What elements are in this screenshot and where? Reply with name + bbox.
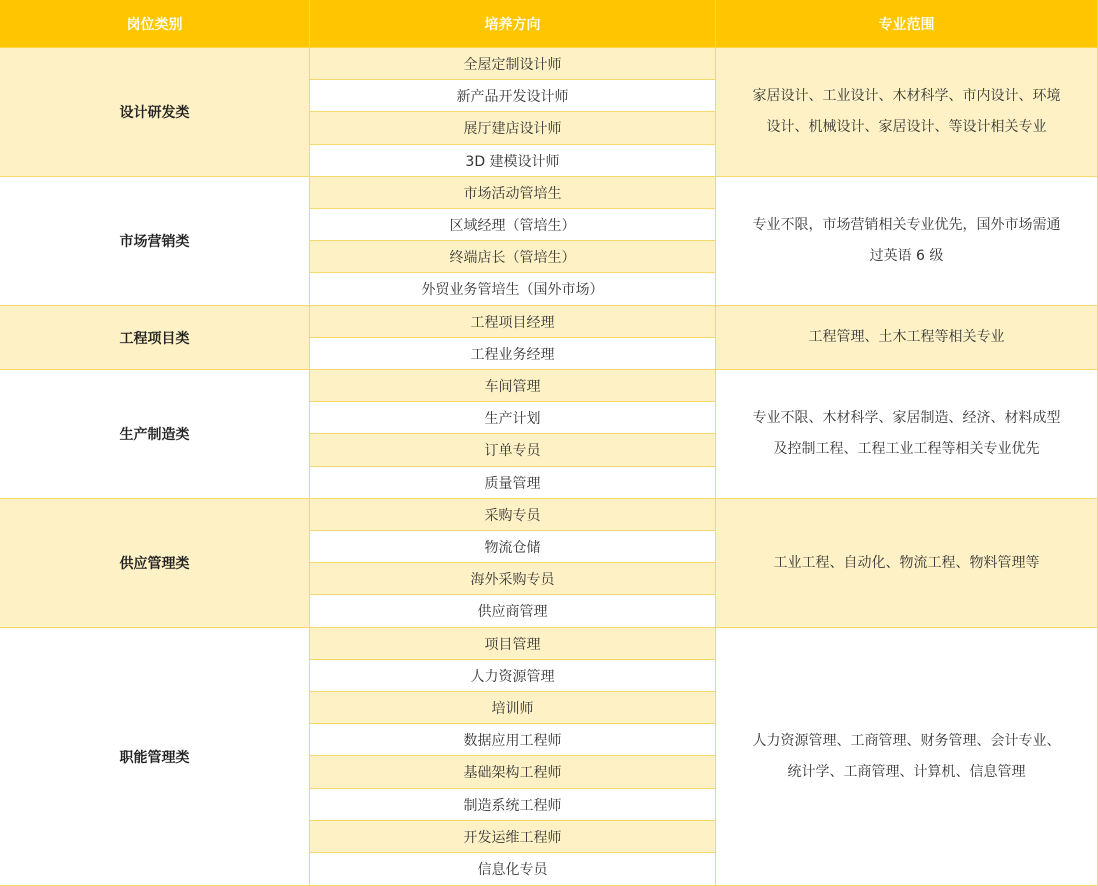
direction-cell: 终端店长（管培生） bbox=[310, 241, 716, 273]
direction-cell: 信息化专员 bbox=[310, 853, 716, 886]
direction-cell: 生产计划 bbox=[310, 402, 716, 434]
direction-cell: 全屋定制设计师 bbox=[310, 48, 716, 80]
header-category: 岗位类别 bbox=[0, 0, 310, 48]
header-majors: 专业范围 bbox=[716, 0, 1098, 48]
direction-cell: 制造系统工程师 bbox=[310, 789, 716, 821]
majors-cell: 工业工程、自动化、物流工程、物料管理等 bbox=[716, 499, 1098, 628]
direction-cell: 外贸业务管培生（国外市场） bbox=[310, 273, 716, 306]
direction-cell: 项目管理 bbox=[310, 628, 716, 660]
category-cell: 市场营销类 bbox=[0, 177, 310, 306]
direction-cell: 培训师 bbox=[310, 692, 716, 724]
majors-cell: 工程管理、土木工程等相关专业 bbox=[716, 306, 1098, 370]
direction-cell: 区域经理（管培生） bbox=[310, 209, 716, 241]
direction-cell: 质量管理 bbox=[310, 467, 716, 499]
direction-cell: 展厅建店设计师 bbox=[310, 112, 716, 145]
direction-cell: 海外采购专员 bbox=[310, 563, 716, 595]
direction-cell: 供应商管理 bbox=[310, 595, 716, 628]
majors-cell: 人力资源管理、工商管理、财务管理、会计专业、统计学、工商管理、计算机、信息管理 bbox=[716, 628, 1098, 886]
direction-cell: 新产品开发设计师 bbox=[310, 80, 716, 112]
category-cell: 供应管理类 bbox=[0, 499, 310, 628]
majors-cell: 专业不限，市场营销相关专业优先，国外市场需通过英语 6 级 bbox=[716, 177, 1098, 306]
header-direction: 培养方向 bbox=[310, 0, 716, 48]
direction-cell: 物流仓储 bbox=[310, 531, 716, 563]
direction-cell: 3D 建模设计师 bbox=[310, 145, 716, 177]
direction-cell: 基础架构工程师 bbox=[310, 756, 716, 789]
direction-cell: 人力资源管理 bbox=[310, 660, 716, 692]
direction-cell: 订单专员 bbox=[310, 434, 716, 467]
majors-cell: 家居设计、工业设计、木材科学、市内设计、环境设计、机械设计、家居设计、等设计相关专业 bbox=[716, 48, 1098, 177]
category-cell: 设计研发类 bbox=[0, 48, 310, 177]
category-cell: 职能管理类 bbox=[0, 628, 310, 886]
category-cell: 工程项目类 bbox=[0, 306, 310, 370]
direction-cell: 工程项目经理 bbox=[310, 306, 716, 338]
direction-cell: 开发运维工程师 bbox=[310, 821, 716, 853]
category-cell: 生产制造类 bbox=[0, 370, 310, 499]
direction-cell: 市场活动管培生 bbox=[310, 177, 716, 209]
direction-cell: 采购专员 bbox=[310, 499, 716, 531]
direction-cell: 数据应用工程师 bbox=[310, 724, 716, 756]
direction-cell: 工程业务经理 bbox=[310, 338, 716, 370]
majors-cell: 专业不限、木材科学、家居制造、经济、材料成型及控制工程、工程工业工程等相关专业优先 bbox=[716, 370, 1098, 499]
direction-cell: 车间管理 bbox=[310, 370, 716, 402]
